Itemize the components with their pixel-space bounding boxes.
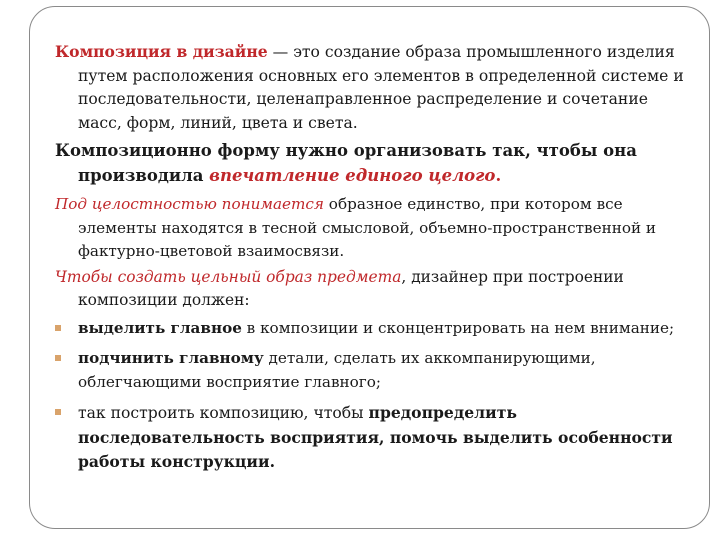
requirements-list [55,317,685,475]
composition-highlight: впечатление единого целого [209,166,496,185]
list-item [55,347,685,394]
square-bullet-icon [55,409,61,415]
definition-paragraph [55,40,685,135]
integrity-paragraph [55,193,685,264]
list-item [55,401,685,475]
definition-text: — это создание образа промышленного изделия путем расположения основных его элементов в определенной системе и последовательности, целенаправленное распределение и сочетание масс, форм, линий, цвета и света. [78,43,684,132]
list-item-bold: предопределить последовательность восприятия, помочь выделить особенности работы конструкции. [78,403,673,471]
list-item-text: в композиции и сконцентрировать на нем внимание; [241,318,675,337]
square-bullet-icon [55,355,61,361]
list-item-text: так построить композицию, чтобы [78,404,369,422]
square-bullet-icon [55,325,61,331]
list-item-bold: выделить главное [78,318,242,337]
composition-tail: . [495,166,502,185]
composition-paragraph [55,138,685,188]
designer-text: , дизайнер при построении композиции должен: [78,267,624,309]
integrity-text: образное единство, при котором все элементы находятся в тесной смысловой, объемно-пространственной и фактурно-цветовой взаимосвязи. [78,195,657,260]
slide-content [55,40,685,482]
integrity-highlight: Под целостностью понимается [55,195,324,213]
definition-term: Композиция в дизайне [55,42,268,61]
list-item-text: детали, сделать их аккомпанирующими, облегчающими восприятие главного; [78,349,596,391]
designer-paragraph [55,266,685,313]
list-item [55,317,685,341]
composition-lead: Композиционно форму нужно организовать так, чтобы она производила [55,141,637,185]
designer-highlight: Чтобы создать цельный образ предмета [55,267,402,286]
list-item-bold: подчинить главному [78,349,264,367]
